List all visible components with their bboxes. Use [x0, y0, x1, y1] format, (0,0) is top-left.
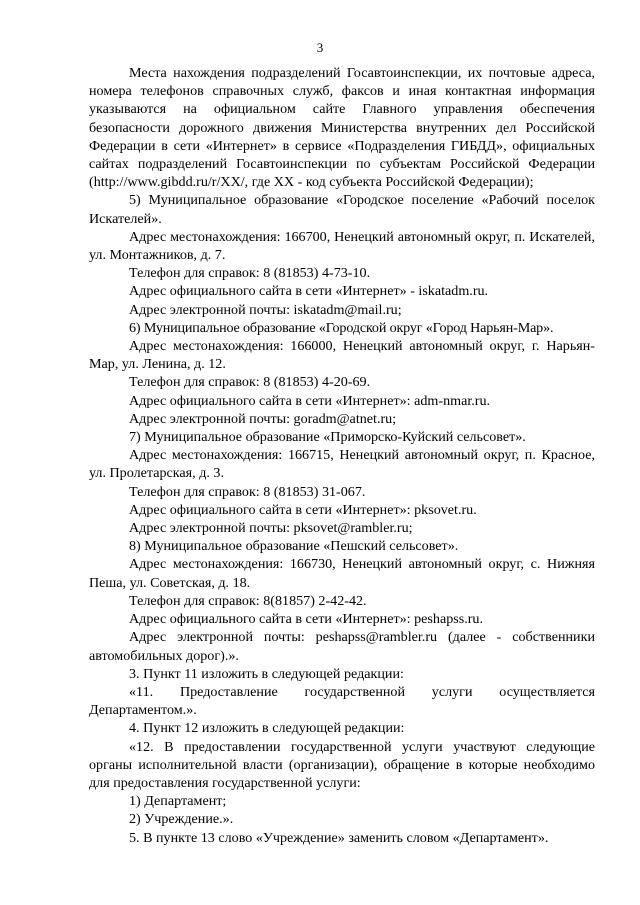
paragraph-municipality-6-phone: Телефон для справок: 8 (81853) 4-20-69. [129, 374, 371, 391]
paragraph-contact-info-intro: Места нахождения подразделений Госавтоинспекции, их почтовые адреса, номера телефонов справочных служб, факсов и иная контактная информация указываются на официальном сайте Главного управления обеспечения безопасности дорожного движения Министерства внутренних дел Российской Федерации в сети «Интернет» в сервисе «Подразделения ГИБДД», официальных сайтах подразделений Госавтоинспекции по субъектам Российской Федерации (http://www.gibdd.ru/r/XX/, где XX - код субъекта Российской Федерации); [89, 65, 595, 191]
paragraph-municipality-8-email: Адрес электронной почты: peshapss@rambler.ru (далее - собственники автомобильных дорог).». [89, 629, 595, 664]
paragraph-municipality-6-title: 6) Муниципальное образование «Городской округ «Город Нарьян-Мар». [129, 319, 554, 336]
paragraph-municipality-7-address: Адрес местонахождения: 166715, Ненецкий автономный округ, п. Красное, ул. Пролетарская, д. 3. [89, 447, 595, 482]
paragraph-municipality-6-website: Адрес официального сайта в сети «Интернет»: adm-nmar.ru. [129, 392, 491, 409]
paragraph-municipality-5-title: 5) Муниципальное образование «Городское поселение «Рабочий поселок Искателей». [89, 192, 595, 227]
paragraph-item-12-text: «12. В предоставлении государственной услуги участвуют следующие органы исполнительной власти (организации), обращение в которые необходимо для предоставления государственной услуги: [89, 738, 595, 791]
paragraph-municipality-6-email: Адрес электронной почты: goradm@atnet.ru; [129, 410, 397, 427]
paragraph-municipality-7-title: 7) Муниципальное образование «Приморско-Куйский сельсовет». [129, 429, 526, 446]
paragraph-municipality-7-website: Адрес официального сайта в сети «Интернет»: pksovet.ru. [129, 501, 477, 518]
paragraph-item-5: 5. В пункте 13 слово «Учреждение» заменить словом «Департамент». [129, 829, 549, 846]
paragraph-municipality-8-title: 8) Муниципальное образование «Пешский сельсовет». [129, 538, 459, 555]
paragraph-municipality-5-phone: Телефон для справок: 8 (81853) 4-73-10. [129, 265, 371, 282]
paragraph-item-4: 4. Пункт 12 изложить в следующей редакции: [129, 720, 405, 737]
document-body [89, 64, 595, 847]
paragraph-item-11-text: «11. Предоставление государственной услуги осуществляется Департаментом.». [89, 683, 595, 719]
paragraph-municipality-6-address: Адрес местонахождения: 166000, Ненецкий автономный округ, г. Нарьян-Мар, ул. Ленина, д. 12. [89, 338, 595, 373]
paragraph-municipality-5-website: Адрес официального сайта в сети «Интернет» - iskatadm.ru. [129, 283, 489, 300]
paragraph-list-department: 1) Департамент; [129, 793, 227, 810]
paragraph-municipality-8-address: Адрес местонахождения: 166730, Ненецкий автономный округ, с. Нижняя Пеша, ул. Советская, д. 18. [89, 556, 595, 591]
paragraph-municipality-8-phone: Телефон для справок: 8(81857) 2-42-42. [129, 592, 367, 609]
paragraph-municipality-5-address: Адрес местонахождения: 166700, Ненецкий автономный округ, п. Искателей, ул. Монтажников, д. 7. [89, 228, 595, 264]
paragraph-municipality-7-phone: Телефон для справок: 8 (81853) 31-067. [129, 483, 366, 500]
paragraph-item-3: 3. Пункт 11 изложить в следующей редакции: [129, 665, 404, 682]
paragraph-municipality-5-email: Адрес электронной почты: iskatadm@mail.ru; [129, 301, 402, 318]
paragraph-municipality-8-website: Адрес официального сайта в сети «Интернет»: peshapss.ru. [129, 611, 484, 628]
paragraph-list-institution: 2) Учреждение.». [129, 811, 234, 828]
page-number: 3 [316, 40, 324, 55]
paragraph-municipality-7-email: Адрес электронной почты: pksovet@rambler.ru; [129, 520, 413, 537]
